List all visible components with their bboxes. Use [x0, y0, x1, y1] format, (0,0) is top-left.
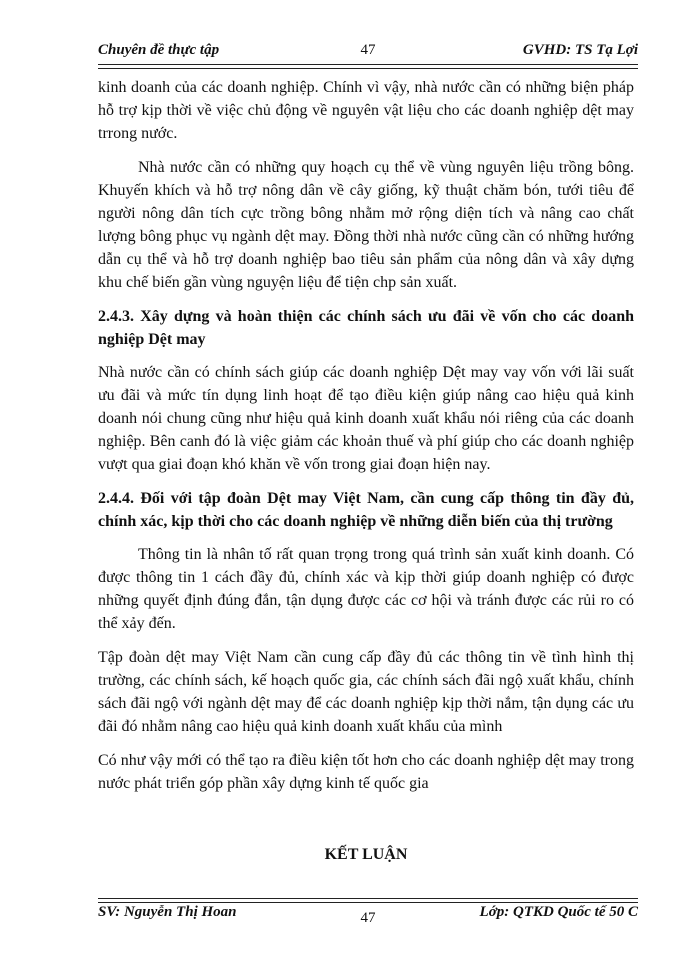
- paragraph-4: Thông tin là nhân tố rất quan trọng trong quá trình sản xuất kinh doanh. Có được thông tin 1 cách đầy đủ, chính xác và kịp thời giúp doanh nghiệp có được những quyết định đúng đắn, tận dụng được các cơ hội và tránh được các rủi ro có thể xảy đến.: [98, 546, 634, 632]
- header-report-title: Chuyên đề thực tập: [98, 42, 220, 58]
- conclusion-title: KẾT LUẬN: [324, 846, 408, 863]
- paragraph-1: kinh doanh của các doanh nghiệp. Chính vì vậy, nhà nước cần có những biện pháp hỗ trợ kịp thời về việc chủ động về nguyên vật liệu cho các doanh nghiệp dệt may trrong nước.: [98, 79, 634, 142]
- header-rule: [98, 64, 638, 69]
- page-footer: [98, 904, 638, 928]
- section-heading-2-4-3: 2.4.3. Xây dựng và hoàn thiện các chính sách ưu đãi về vốn cho các doanh nghiệp Dệt may: [98, 308, 634, 348]
- section-heading-2-4-4: 2.4.4. Đối với tập đoàn Dệt may Việt Nam, cần cung cấp thông tin đầy đủ, chính xác, kịp thời cho các doanh nghiệp về những diễn biến của thị trường: [98, 490, 634, 530]
- paragraph-3: Nhà nước cần có chính sách giúp các doanh nghiệp Dệt may vay vốn với lãi suất ưu đãi và mức tín dụng linh hoạt để tạo điều kiện giúp nâng cao hiệu quả kinh doanh nói chung cũng như hiệu quả kinh doanh xuất khẩu nói riêng của các doanh nghiệp. Bên canh đó là việc giảm các khoản thuế và phí giúp cho các doanh nghiệp vượt qua giai đoạn khó khăn về vốn trong giai đoạn hiện nay.: [98, 364, 634, 473]
- page-header: [98, 40, 638, 64]
- header-page-number: 47: [360, 42, 376, 58]
- footer-student: SV: Nguyễn Thị Hoan: [98, 904, 237, 920]
- paragraph-2: Nhà nước cần có những quy hoạch cụ thể về vùng nguyên liệu trồng bông. Khuyến khích và hỗ trợ nông dân về cây giống, kỹ thuật chăm bón, tưới tiêu để người nông dân tích cực trồng bông nhằm mở rộng diện tích và nâng cao chất lượng bông phục vụ ngành dệt may. Đồng thời nhà nước cũng cần có những hướng dẫn cụ thể và hỗ trợ doanh nghiệp bao tiêu sản phẩm của nông dân và xây dựng khu chế biến gần vùng nguyện liệu để tiện chp sản xuất.: [98, 159, 634, 291]
- paragraph-5: Tập đoàn dệt may Việt Nam cần cung cấp đầy đủ các thông tin về tình hình thị trường, các chính sách, kế hoạch quốc gia, các chính sách đãi ngộ xuất khẩu, chính sách đãi ngộ với ngành dệt may để các doanh nghiệp kịp thời nắm, tận dụng các ưu đãi đó nhằm nâng cao hiệu quả kinh doanh xuất khẩu của mình: [98, 649, 634, 735]
- header-supervisor: GVHD: TS Tạ Lợi: [522, 42, 638, 58]
- page-body: [98, 76, 634, 806]
- footer-page-number: 47: [360, 910, 376, 926]
- footer-rule: [98, 898, 638, 903]
- footer-class: Lớp: QTKD Quốc tế 50 C: [479, 904, 638, 920]
- paragraph-6: Có như vậy mới có thể tạo ra điều kiện tốt hơn cho các doanh nghiệp dệt may trong nước phát triển góp phần xây dựng kinh tế quốc gia: [98, 752, 634, 792]
